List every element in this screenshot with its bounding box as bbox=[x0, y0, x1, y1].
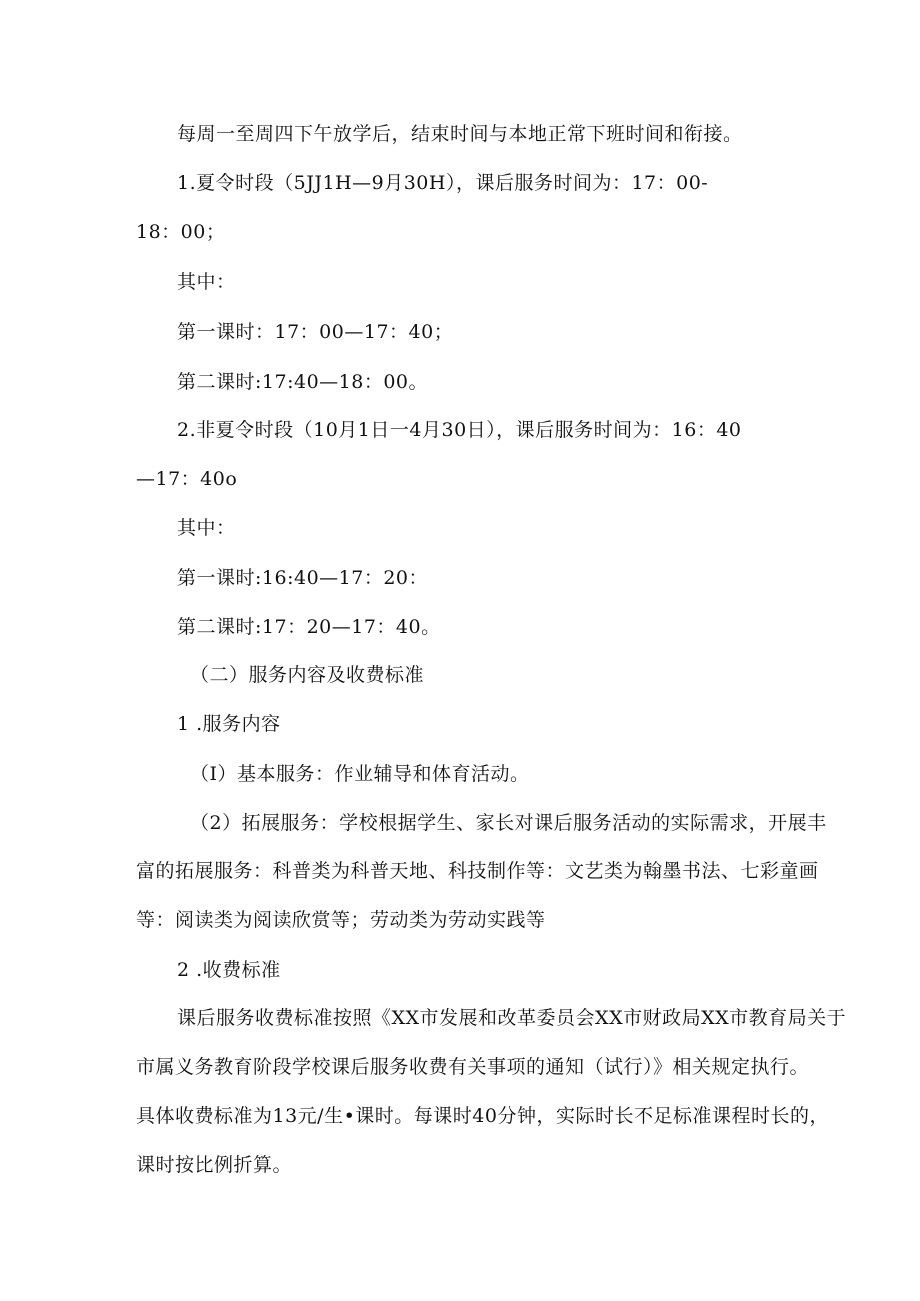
text-line: 第一课时：17：00—17：40； bbox=[177, 321, 454, 343]
subsection-heading: 1 .服务内容 bbox=[177, 713, 281, 735]
text-line: 市属义务教育阶段学校课后服务收费有关事项的通知（试行）》相关规定执行。 bbox=[136, 1056, 810, 1078]
subsection-heading: 2 .收费标准 bbox=[177, 959, 281, 981]
text-line: 课后服务收费标准按照《XX市发展和改革委员会XX市财政局XX市教育局关于 bbox=[177, 1007, 847, 1029]
text-line: 第二课时:17:40—18：00。 bbox=[177, 371, 429, 393]
text-line: 第二课时:17：20—17：40。 bbox=[177, 616, 441, 638]
text-line: 课时按比例折算。 bbox=[136, 1154, 293, 1176]
text-line: 1.夏令时段（5JJ1H—9月30H），课后服务时间为：17：00- bbox=[177, 172, 709, 194]
text-line: 2.非夏令时段（10月1日一4月30日），课后服务时间为：16：40 bbox=[177, 419, 742, 441]
text-line: 第一课时:16:40—17：20： bbox=[177, 567, 429, 589]
section-heading: （二）服务内容及收费标准 bbox=[190, 664, 425, 686]
text-line: 具体收费标准为13元/生•课时。每课时40分钟，实际时长不足标准课程时长的， bbox=[136, 1105, 829, 1127]
text-line: —17：40o bbox=[136, 468, 238, 490]
text-line: （2）拓展服务：学校根据学生、家长对课后服务活动的实际需求，开展丰 bbox=[190, 812, 827, 834]
text-line: 其中： bbox=[177, 517, 236, 539]
text-line: 18：00； bbox=[136, 221, 226, 243]
text-line: 每周一至周四下午放学后，结束时间与本地正常下班时间和衔接。 bbox=[177, 123, 743, 145]
text-line: 其中： bbox=[177, 271, 236, 293]
text-line: 等：阅读类为阅读欣赏等；劳动类为劳动实践等 bbox=[136, 909, 546, 931]
text-line: （I）基本服务：作业辅导和体育活动。 bbox=[190, 763, 530, 785]
text-line: 富的拓展服务：科普类为科普天地、科技制作等：文艺类为翰墨书法、七彩童画 bbox=[136, 860, 819, 882]
